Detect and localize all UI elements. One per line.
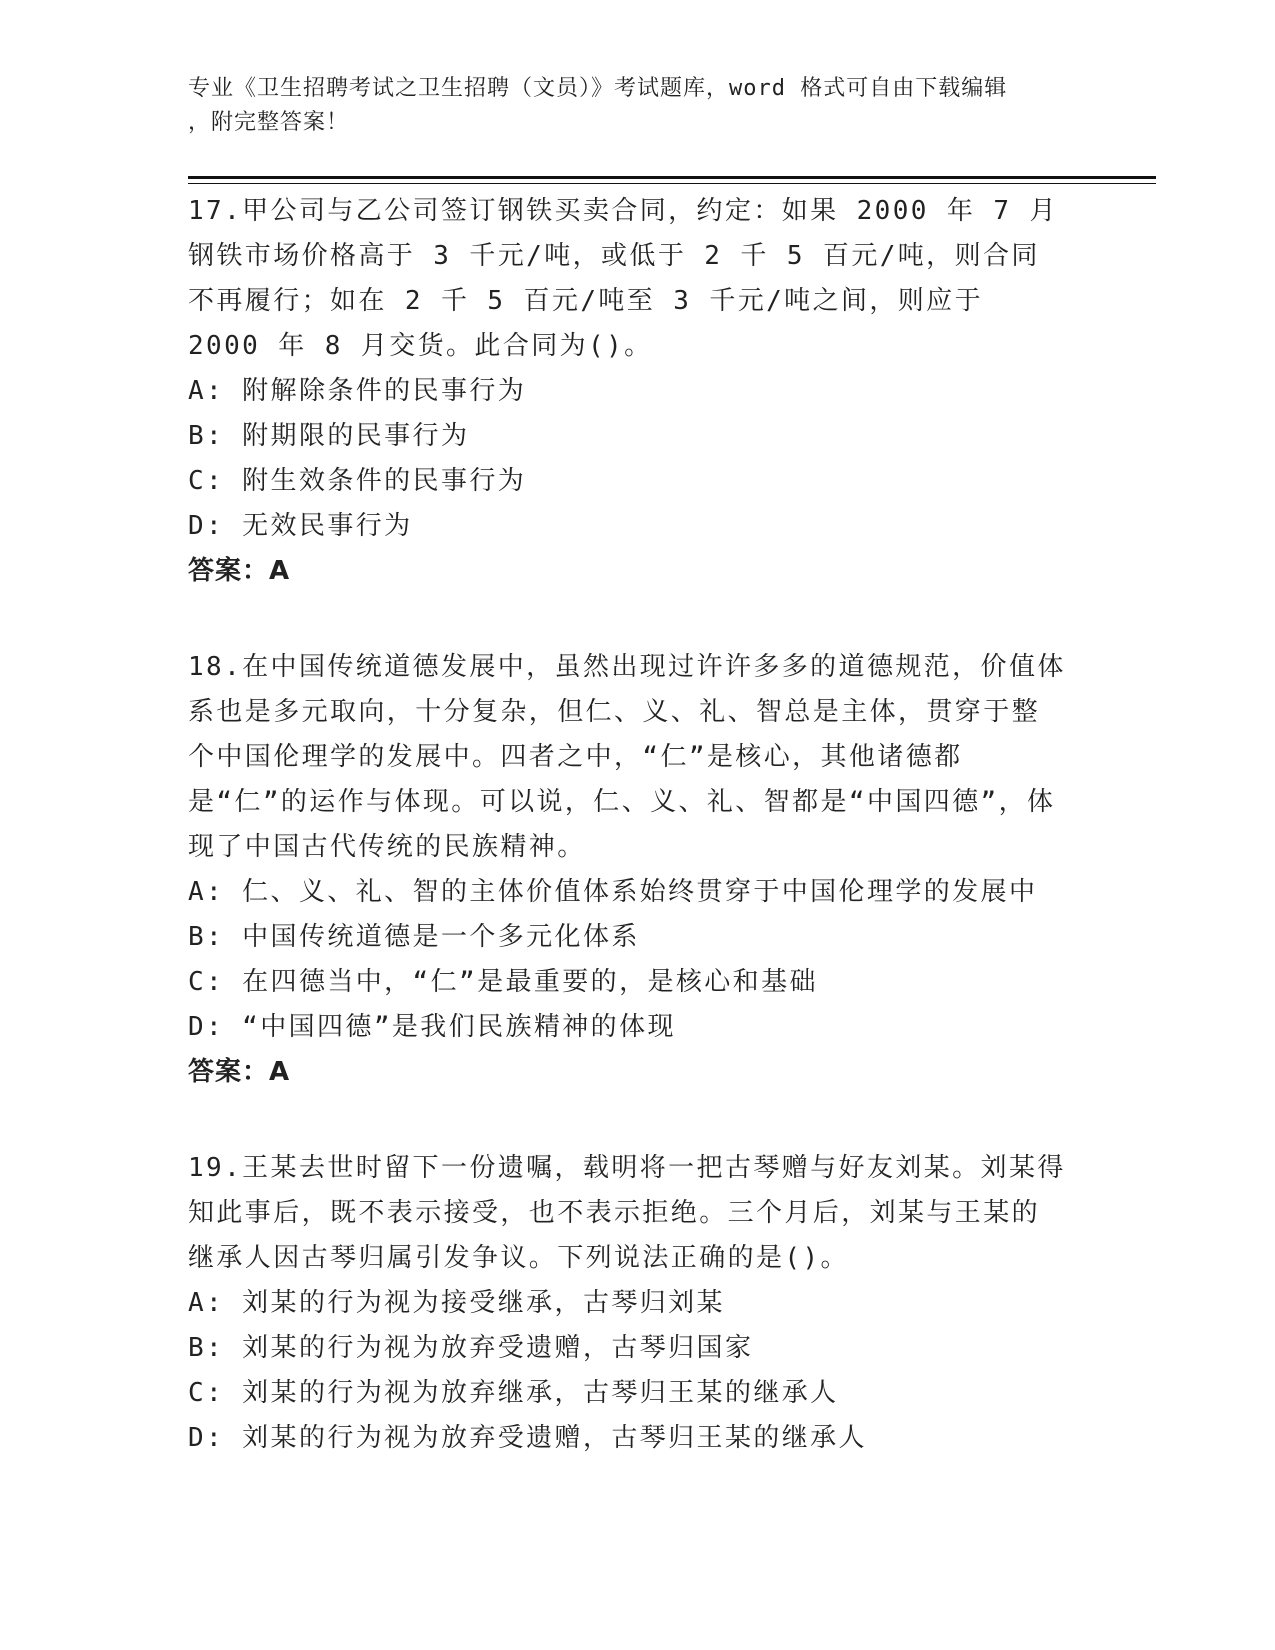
question-17: [188, 189, 1068, 594]
option-d: D: 无效民事行为: [188, 511, 413, 541]
header-divider-thin: [188, 183, 1156, 184]
option-c: C: 附生效条件的民事行为: [188, 466, 527, 496]
question-19: [188, 1146, 1068, 1461]
option-a: A: 附解除条件的民事行为: [188, 376, 527, 406]
answer: 答案：A: [188, 1057, 291, 1087]
document-header: [188, 72, 1068, 140]
question-text: 18.在中国传统道德发展中，虽然出现过许许多多的道德规范，价值体系也是多元取向，十分复杂，但仁、义、礼、智总是主体，贯穿于整个中国伦理学的发展中。四者之中，“仁”是核心，其他诸德都是“仁”的运作与体现。可以说，仁、义、礼、智都是“中国四德”，体现了中国古代传统的民族精神。: [188, 652, 1066, 862]
question-text: 19.王某去世时留下一份遗嘱，载明将一把古琴赠与好友刘某。刘某得知此事后，既不表示接受，也不表示拒绝。三个月后，刘某与王某的继承人因古琴归属引发争议。下列说法正确的是()。: [188, 1153, 1066, 1273]
header-title-line1: 专业《卫生招聘考试之卫生招聘（文员）》考试题库，word 格式可自由下载编辑: [188, 76, 1008, 101]
header-divider-thick: [188, 176, 1156, 179]
option-a: A: 刘某的行为视为接受继承，古琴归刘某: [188, 1288, 725, 1318]
option-b: B: 中国传统道德是一个多元化体系: [188, 922, 640, 952]
option-b: B: 附期限的民事行为: [188, 421, 470, 451]
option-d: D: “中国四德”是我们民族精神的体现: [188, 1012, 676, 1042]
option-a: A: 仁、义、礼、智的主体价值体系始终贯穿于中国伦理学的发展中: [188, 877, 1038, 907]
question-text: 17.甲公司与乙公司签订钢铁买卖合同，约定：如果 2000 年 7 月钢铁市场价格高于 3 千元/吨，或低于 2 千 5 百元/吨，则合同不再履行；如在 2 千 5 百元/吨至 3 千元/吨之间，则应于 2000 年 8 月交货。此合同为()。: [188, 196, 1058, 361]
option-d: D: 刘某的行为视为放弃受遗赠，古琴归王某的继承人: [188, 1423, 867, 1453]
option-b: B: 刘某的行为视为放弃受遗赠，古琴归国家: [188, 1333, 754, 1363]
answer: 答案：A: [188, 556, 291, 586]
option-c: C: 刘某的行为视为放弃继承，古琴归王某的继承人: [188, 1378, 839, 1408]
question-18: [188, 645, 1068, 1095]
header-title-line2: ，附完整答案！: [188, 110, 350, 135]
option-c: C: 在四德当中，“仁”是最重要的，是核心和基础: [188, 967, 818, 997]
